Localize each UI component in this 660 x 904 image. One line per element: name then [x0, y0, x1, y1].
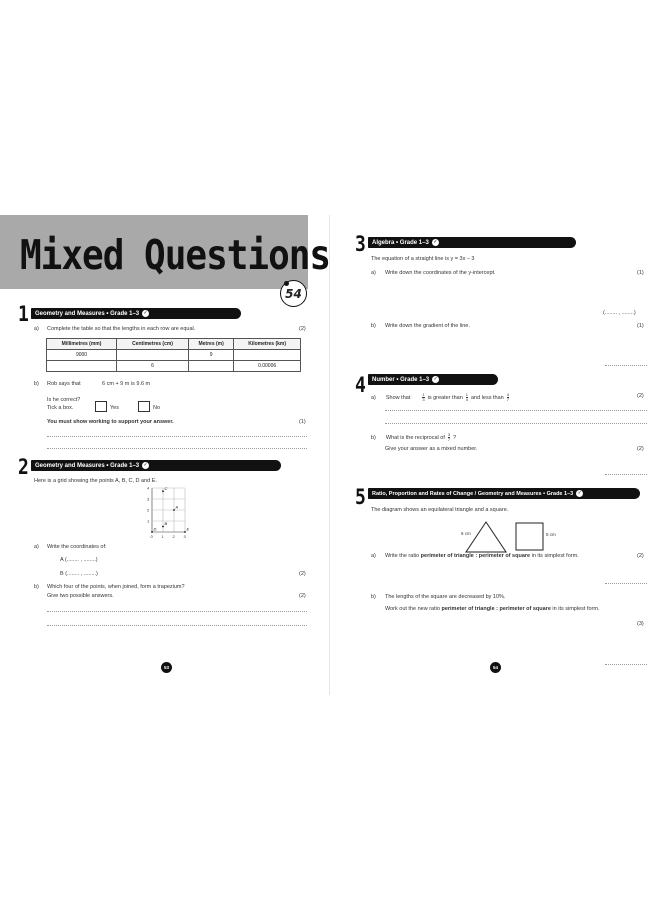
- q2b-label: b): [34, 584, 39, 590]
- table-header-row: [47, 339, 301, 350]
- table-header: Kilometres (km): [234, 339, 301, 350]
- page-number-left: 53: [161, 662, 172, 673]
- y-tick-label: 4: [147, 486, 150, 491]
- answer-line[interactable]: [385, 423, 647, 424]
- q3a-answer-line[interactable]: (........ , ........): [603, 310, 636, 316]
- table-row: [47, 350, 301, 361]
- table-cell[interactable]: 9000: [47, 350, 117, 361]
- q1a-label: a): [34, 326, 39, 332]
- q2a-label: a): [34, 544, 39, 550]
- table-cell[interactable]: [47, 361, 117, 372]
- x-tick-label: 3: [183, 534, 186, 539]
- conversion-table: [46, 338, 301, 372]
- q2b-text: Which four of the points, when joined, form a trapezium?: [47, 584, 185, 590]
- equilateral-triangle: [462, 520, 510, 554]
- q3b-text: Write down the gradient of the line.: [385, 323, 470, 329]
- q3b-label: b): [371, 323, 376, 329]
- question-1-banner-text: Geometry and Measures • Grade 1–3: [35, 310, 140, 317]
- table-cell[interactable]: [234, 350, 301, 361]
- grade-icon: ✓: [143, 310, 148, 316]
- grade-icon: ✓: [433, 239, 438, 245]
- yes-checkbox[interactable]: [95, 401, 107, 412]
- q3a-marks: (1): [637, 270, 644, 276]
- no-label: No: [153, 405, 161, 411]
- square-side-label: 5 cm: [546, 532, 556, 537]
- answer-line[interactable]: [47, 436, 307, 437]
- question-2-number: 2: [18, 455, 29, 481]
- q4b-text: What is the reciprocal of: [385, 434, 445, 441]
- q2b-sub: Give two possible answers.: [47, 593, 114, 599]
- q5b-text2: [385, 606, 600, 612]
- numerator: 1: [422, 392, 425, 397]
- answer-line[interactable]: [385, 410, 647, 411]
- question-5-banner: [368, 488, 640, 499]
- no-checkbox[interactable]: [138, 401, 150, 412]
- question-4-number: 4: [355, 373, 366, 399]
- q4b-label: b): [371, 434, 376, 441]
- q5a-text-post: in its simplest form.: [531, 553, 579, 559]
- q4a-text-and: and less than: [471, 394, 504, 401]
- numerator: 4: [506, 392, 509, 397]
- badge-dot-icon: [284, 281, 289, 286]
- grade-icon: ✓: [577, 490, 582, 496]
- q4b-sub: Give your answer as a mixed number.: [385, 446, 478, 452]
- grade-icon: ✓: [433, 376, 438, 382]
- point-label: A: [175, 504, 179, 510]
- point-label: B: [164, 521, 168, 526]
- q1b-question: Is he correct?: [47, 397, 81, 403]
- y-tick-label: 2: [147, 507, 150, 513]
- page-badge: 54: [280, 280, 307, 307]
- q5b-text2-post: in its simplest form.: [552, 606, 600, 612]
- triangle-side-label: 6 cm: [461, 531, 471, 536]
- q5a-marks: (2): [637, 553, 644, 559]
- page-number-right: 54: [490, 662, 501, 673]
- table-header: Metres (m): [189, 339, 234, 350]
- q3a-label: a): [371, 270, 376, 276]
- q5a-text-pre: Write the ratio: [385, 553, 420, 559]
- grade-icon: ✓: [143, 462, 148, 468]
- q1b-marks: (1): [299, 419, 306, 425]
- x-tick-label: 2: [172, 534, 175, 539]
- numerator: 1: [465, 392, 468, 397]
- fraction: [448, 433, 450, 442]
- answer-line[interactable]: [605, 583, 647, 584]
- q1a-text: Complete the table so that the lengths in each row are equal.: [47, 326, 196, 332]
- question-3-number: 3: [355, 232, 366, 258]
- table-cell[interactable]: 9: [189, 350, 234, 361]
- question-3-banner-text: Algebra • Grade 1–3: [372, 239, 429, 246]
- q1b-text: Rob says that: [47, 381, 81, 387]
- q2a-text: Write the coordinates of:: [47, 544, 107, 550]
- question-mark: ?: [453, 434, 457, 441]
- table-header: Centimetres (cm): [117, 339, 189, 350]
- q2a-line-a[interactable]: A (........ , ........): [60, 557, 98, 563]
- denominator: 7: [447, 437, 451, 442]
- q1b-equation: 6 cm + 9 m is 9.6 m: [102, 381, 151, 387]
- q4a-text-mid: is greater than: [427, 394, 463, 401]
- q2a-marks: (2): [299, 571, 306, 577]
- q4b-line: [371, 433, 456, 442]
- page-spine: [329, 215, 330, 695]
- q1b-instruction: You must show working to support your answer.: [47, 419, 174, 425]
- table-cell[interactable]: [117, 350, 189, 361]
- answer-line[interactable]: [605, 365, 647, 366]
- q5b-text: The lengths of the square are decreased by 10%.: [385, 594, 506, 600]
- x-tick-label: 1: [161, 534, 164, 539]
- answer-line[interactable]: [605, 474, 647, 475]
- point-label: C: [164, 486, 168, 491]
- table-cell[interactable]: 6: [117, 361, 189, 372]
- fraction: [466, 393, 468, 402]
- question-1-banner: [31, 308, 241, 319]
- q2b-marks: (2): [299, 593, 306, 599]
- q5a-text: [385, 553, 579, 559]
- q4a-marks: (2): [637, 393, 644, 399]
- point-label: D: [153, 526, 157, 532]
- question-5-number: 5: [355, 485, 366, 511]
- page-title: Mixed Questions: [20, 232, 331, 280]
- q5b-text2-pre: Work out the new ratio: [385, 606, 440, 612]
- question-3-banner: [368, 237, 576, 248]
- denominator: 3: [422, 397, 425, 402]
- q3b-marks: (1): [637, 323, 644, 329]
- q5b-marks: (3): [637, 621, 644, 627]
- yes-label: Yes: [110, 405, 119, 411]
- q2-intro: Here is a grid showing the points A, B, C, D and E.: [34, 478, 157, 484]
- fraction: [422, 393, 424, 402]
- q1b-tick: Tick a box.: [47, 405, 74, 411]
- q5a-text-bold: perimeter of triangle : perimeter of square: [420, 553, 531, 559]
- answer-line[interactable]: [47, 625, 307, 626]
- q4a-label: a): [371, 394, 376, 401]
- grid-lines: [152, 488, 185, 532]
- question-4-banner: [368, 374, 498, 385]
- table-cell[interactable]: 0.00006: [234, 361, 301, 372]
- table-header: Millimetres (mm): [47, 339, 117, 350]
- table-cell[interactable]: [189, 361, 234, 372]
- right-page: [330, 215, 660, 695]
- q5-intro: The diagram shows an equilateral triangle and a square.: [371, 507, 509, 513]
- q5b-text2-bold: perimeter of triangle : perimeter of square: [441, 606, 551, 612]
- answer-line[interactable]: [47, 448, 307, 449]
- q5a-label: a): [371, 553, 376, 559]
- q5b-label: b): [371, 594, 376, 600]
- denominator: 7: [506, 397, 509, 402]
- answer-line[interactable]: [605, 664, 647, 665]
- square-shape: [515, 522, 545, 552]
- grid-points: [151, 486, 189, 533]
- answer-line[interactable]: [47, 611, 307, 612]
- coordinate-grid: [140, 486, 200, 542]
- question-4-banner-text: Number • Grade 1–3: [372, 376, 430, 383]
- denominator: 4: [465, 397, 468, 402]
- q2a-line-b[interactable]: B (........ , ........): [60, 571, 98, 577]
- q1a-marks: (2): [299, 326, 306, 332]
- y-tick-label: 1: [147, 518, 150, 524]
- numerator: 3: [447, 432, 451, 437]
- table-row: [47, 361, 301, 372]
- q4b-marks: (2): [637, 446, 644, 452]
- question-2-banner: [31, 460, 281, 471]
- q4a-text-show: Show that: [385, 394, 411, 401]
- q4a-line: [371, 393, 510, 402]
- y-tick-label: 3: [147, 496, 150, 502]
- question-2-banner-text: Geometry and Measures • Grade 1–3: [35, 462, 140, 469]
- x-tick-label: 0: [150, 534, 153, 539]
- question-1-number: 1: [18, 302, 29, 328]
- q3-intro: The equation of a straight line is y = 3x – 3: [371, 256, 475, 262]
- question-5-banner-text: Ratio, Proportion and Rates of Change / Geometry and Measures • Grade 1–3: [372, 490, 574, 497]
- q1b-label: b): [34, 381, 39, 387]
- fraction: [507, 393, 509, 402]
- point-label: E: [186, 526, 190, 532]
- q3a-text: Write down the coordinates of the y-intercept.: [385, 270, 496, 276]
